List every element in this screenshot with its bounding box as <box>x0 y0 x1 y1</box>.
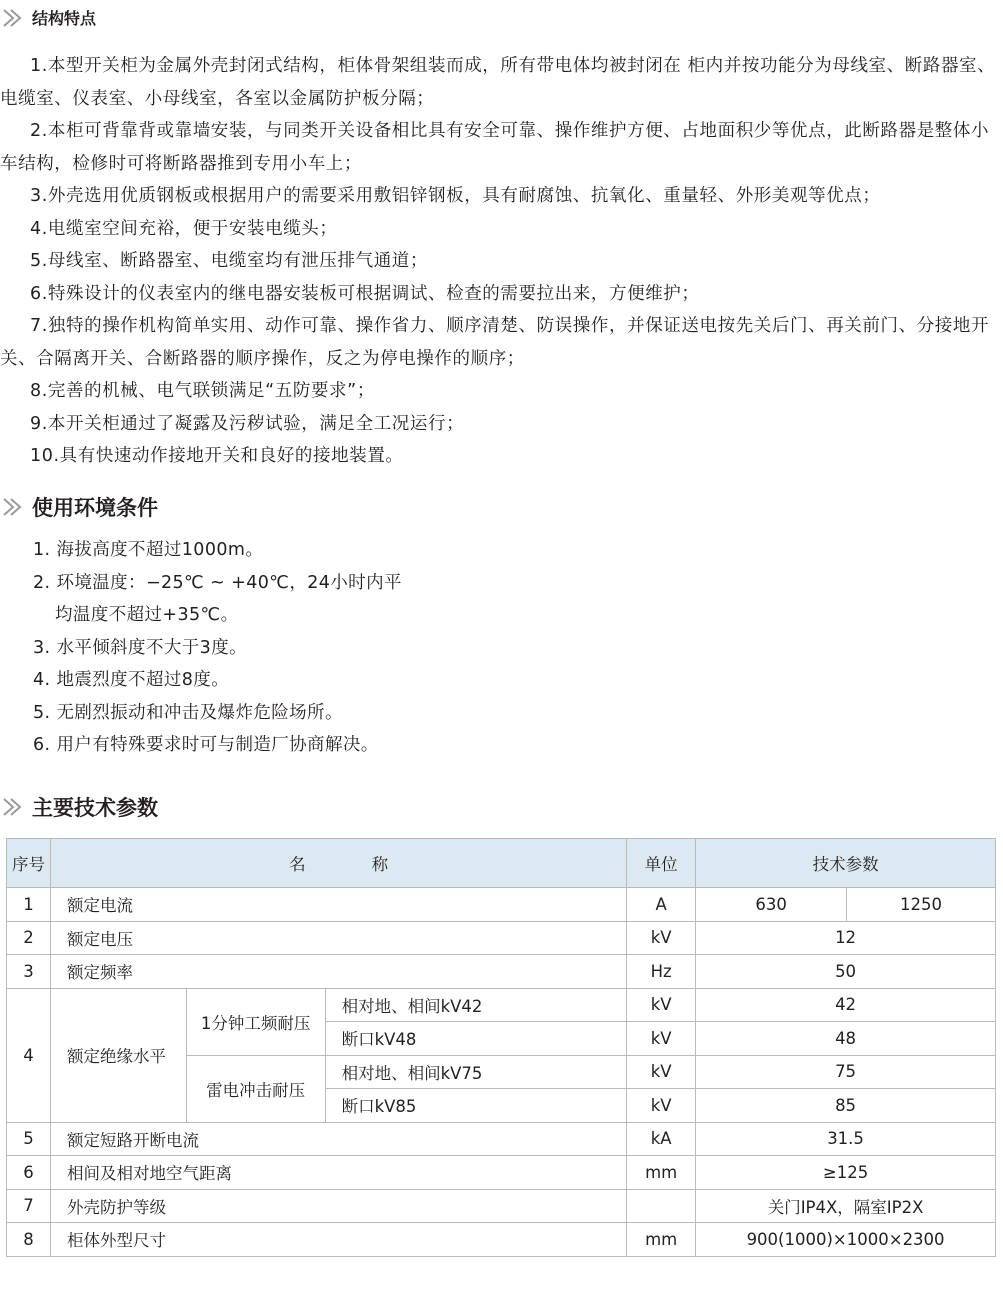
environment-item: 4. 地震烈度不超过8度。 <box>33 670 230 690</box>
table-row: 断口kV85 kV 85 <box>7 1089 996 1123</box>
table-row: 1 额定电流 A 630 1250 <box>7 888 996 922</box>
environment-item: 3. 水平倾斜度不大于3度。 <box>33 637 247 658</box>
feature-item: 6.特殊设计的仪表室内的继电器安装板可根据调试、检查的需要拉出来，方便维护； <box>30 283 700 304</box>
features-title: 结构特点 <box>32 9 97 28</box>
table-row: 5 额定短路开断电流 kA 31.5 <box>7 1122 996 1156</box>
feature-item: 7.独特的操作机构简单实用、动作可靠、操作省力、顺序清楚、防误操作，并保证送电按先关后门、再关前门、分接地开关、合隔离开关、合断路器的顺序操作，反之为停电操作的顺序； <box>0 316 990 369</box>
table-header-row <box>7 839 996 888</box>
header-param: 技术参数 <box>696 839 996 888</box>
table-row: 4 额定绝缘水平 1分钟工频耐压 相对地、相间kV42 kV 42 <box>7 988 996 1022</box>
table-row: 3 额定频率 Hz 50 <box>7 955 996 989</box>
section-title-params <box>0 792 158 822</box>
environment-item: 2. 环境温度：−25℃ ~ +40℃，24小时内平 均温度不超过+35℃。 <box>33 572 402 625</box>
table-row: 断口kV48 kV 48 <box>7 1022 996 1056</box>
header-name: 名 称 <box>50 839 626 888</box>
table-row: 8 柜体外型尺寸 mm 900(1000)×1000×2300 <box>7 1223 996 1257</box>
feature-item: 3.外壳选用优质钢板或根据用户的需要采用敷铝锌钢板，具有耐腐蚀、抗氧化、重量轻、外形美观等优点； <box>30 186 881 206</box>
environment-item: 5. 无剧烈振动和冲击及爆炸危险场所。 <box>33 702 343 723</box>
header-unit: 单位 <box>627 839 696 888</box>
table-row: 雷电冲击耐压 相对地、相间kV75 kV 75 <box>7 1055 996 1089</box>
section-title-features <box>0 6 96 29</box>
feature-item: 1.本型开关柜为金属外壳封闭式结构，柜体骨架组装而成，所有带电体均被封闭在 柜内并按功能分为母线室、断路器室、电缆室、仪表室、小母线室，各室以金属防护板分隔； <box>0 56 996 109</box>
feature-item: 5.母线室、断路器室、电缆室均有泄压排气通道； <box>30 251 428 271</box>
double-chevron-icon <box>0 7 26 29</box>
header-no: 序号 <box>7 839 51 888</box>
table-row: 2 额定电压 kV 12 <box>7 921 996 955</box>
table-row: 6 相间及相对地空气距离 mm ≥125 <box>7 1156 996 1190</box>
params-table <box>6 838 996 1257</box>
environment-title: 使用环境条件 <box>32 496 158 520</box>
feature-item: 10.具有快速动作接地开关和良好的接地装置。 <box>30 446 404 466</box>
feature-item: 9.本开关柜通过了凝露及污秽试验，满足全工况运行； <box>30 413 465 434</box>
double-chevron-icon <box>0 496 26 518</box>
feature-item: 8.完善的机械、电气联锁满足“五防要求”； <box>30 381 375 401</box>
environment-list <box>33 534 402 762</box>
features-list <box>0 50 1003 473</box>
feature-item: 2.本柜可背靠背或靠墙安装，与同类开关设备相比具有安全可靠、操作维护方便、占地面积少等优点，此断路器是整体小车结构，检修时可将断路器推到专用小车上； <box>0 121 990 174</box>
section-title-environment <box>0 492 158 522</box>
double-chevron-icon <box>0 796 26 818</box>
feature-item: 4.电缆室空间充裕，便于安装电缆头； <box>30 218 338 239</box>
params-title: 主要技术参数 <box>32 796 158 820</box>
table-row: 7 外壳防护等级 关门IP4X，隔室IP2X <box>7 1189 996 1223</box>
environment-item: 6. 用户有特殊要求时可与制造厂协商解决。 <box>33 735 379 755</box>
environment-item: 1. 海拔高度不超过1000m。 <box>33 540 264 560</box>
